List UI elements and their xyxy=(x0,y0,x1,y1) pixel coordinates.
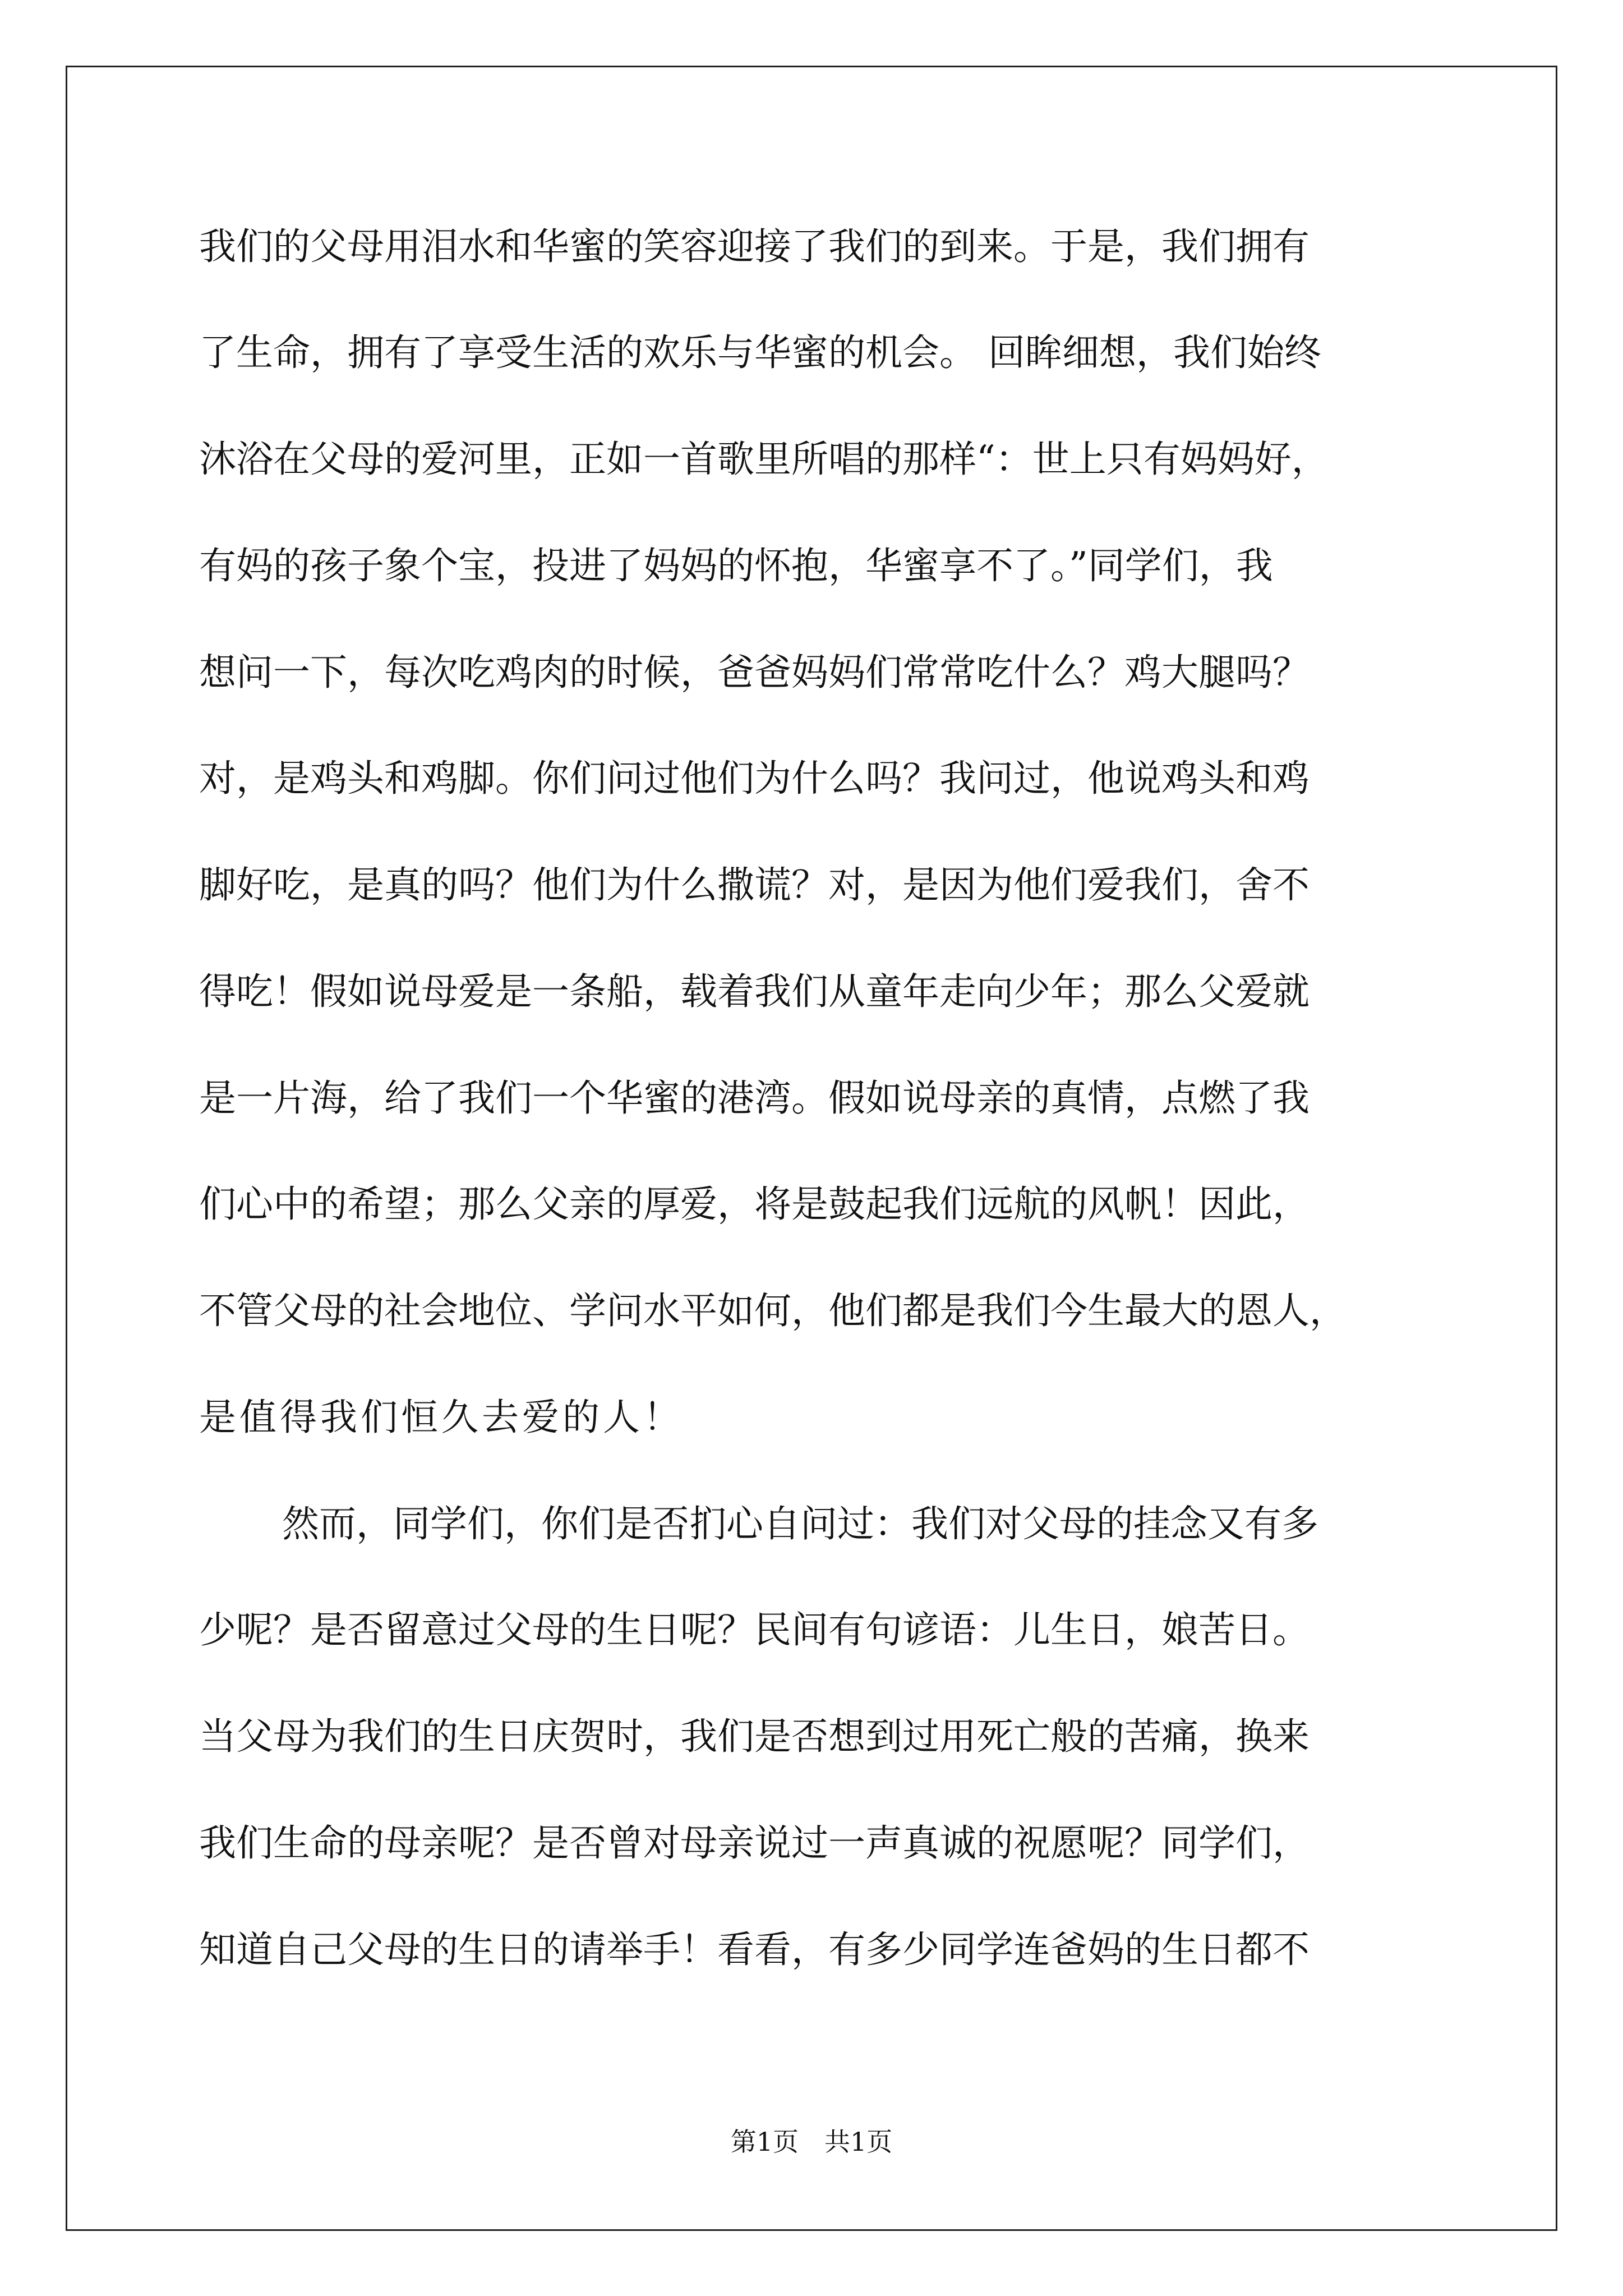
text-line: 对，是鸡头和鸡脚。你们问过他们为什么吗？我问过，他说鸡头和鸡 xyxy=(199,757,1310,800)
text-line: 们心中的希望；那么父亲的厚爱，将是鼓起我们远航的风帆！因此， xyxy=(199,1182,1310,1226)
page-border xyxy=(66,66,1557,2231)
text-line: 知道自己父母的生日的请举手！看看，有多少同学连爸妈的生日都不 xyxy=(199,1928,1310,1971)
text-line: 我们的父母用泪水和华蜜的笑容迎接了我们的到来。于是，我们拥有 xyxy=(199,225,1310,268)
text-line: 少呢？是否留意过父母的生日呢？民间有句谚语：儿生日，娘苦日。 xyxy=(199,1608,1310,1651)
text-line: 得吃！假如说母爱是一条船，载着我们从童年走向少年；那么父爱就 xyxy=(199,970,1310,1013)
text-line: 有妈的孩子象个宝，投进了妈妈的怀抱，华蜜享不了。”同学们，我 xyxy=(199,544,1273,587)
page-footer: 第1页 共1页 xyxy=(730,2127,893,2157)
text-line: 然而，同学们，你们是否扪心自问过：我们对父母的挂念又有多 xyxy=(282,1502,1318,1545)
text-line: 不管父母的社会地位、学问水平如何，他们都是我们今生最大的恩人， xyxy=(199,1289,1347,1332)
text-line: 沐浴在父母的爱河里，正如一首歌里所唱的那样“：世上只有妈妈好， xyxy=(199,438,1329,481)
text-line: 了生命，拥有了享受生活的欢乐与华蜜的机会。 回眸细想，我们始终 xyxy=(199,331,1321,374)
text-line: 当父母为我们的生日庆贺时，我们是否想到过用死亡般的苦痛，换来 xyxy=(199,1715,1310,1758)
text-line: 脚好吃，是真的吗？他们为什么撒谎？对，是因为他们爱我们，舍不 xyxy=(199,863,1310,907)
text-line: 是值得我们恒久去爱的人！ xyxy=(199,1396,684,1439)
text-line: 是一片海，给了我们一个华蜜的港湾。假如说母亲的真情，点燃了我 xyxy=(199,1076,1310,1120)
text-line: 想问一下，每次吃鸡肉的时候，爸爸妈妈们常常吃什么？鸡大腿吗？ xyxy=(199,651,1310,694)
text-line: 我们生命的母亲呢？是否曾对母亲说过一声真诚的祝愿呢？同学们， xyxy=(199,1821,1310,1865)
